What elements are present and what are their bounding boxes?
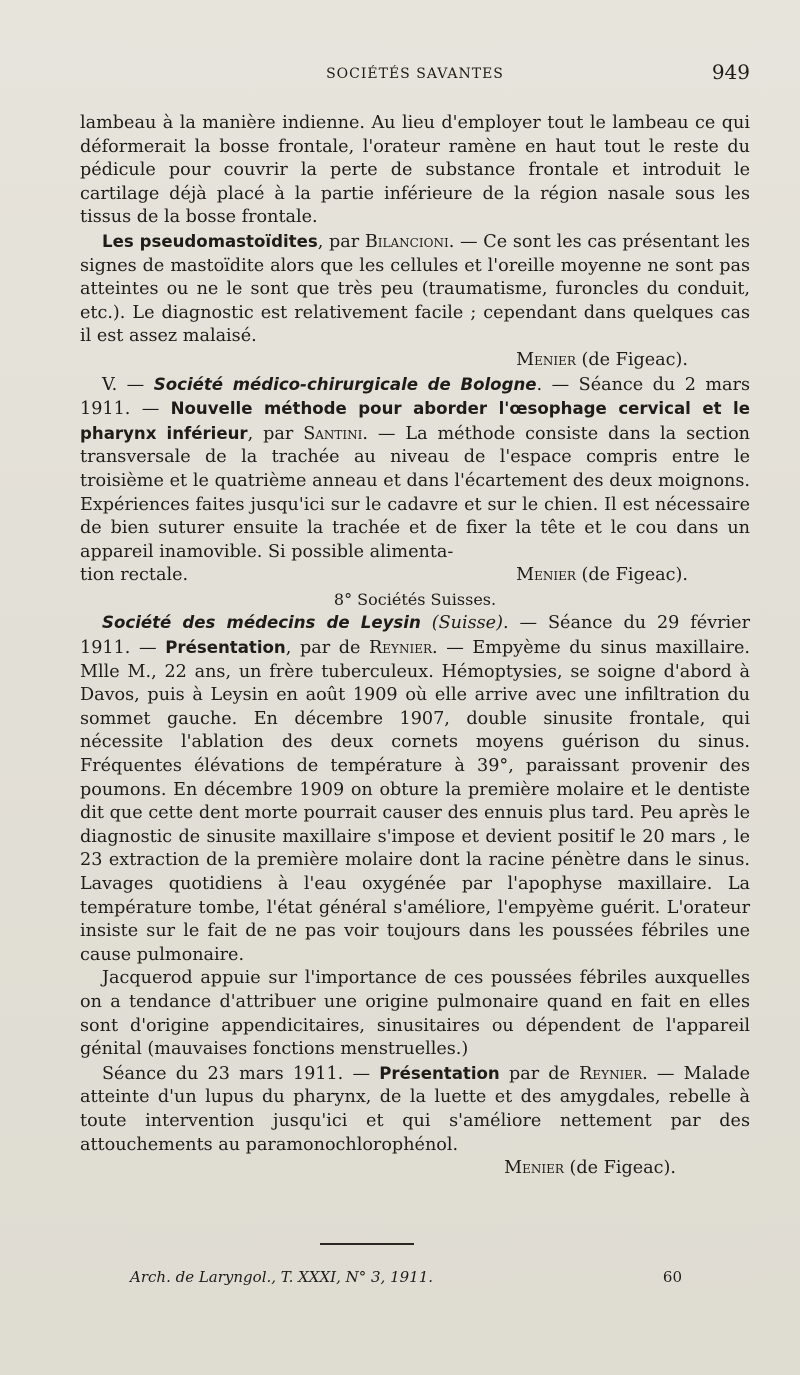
paragraph-jacquerod: Jacquerod appuie sur l'importance de ces poussées fébriles auxquelles on a tendance d'attribuer une origine pulmonaire quand en fait en elles sont d'origine appendicitaires, sinusitaires ou dépendent de l'appareil génital (mauvaises fonctions menstruelles.) bbox=[80, 968, 750, 1060]
paragraph-bologne bbox=[80, 373, 750, 565]
author-name: Santini bbox=[303, 423, 363, 444]
footer-divider bbox=[320, 1243, 414, 1245]
author-name: Reynier bbox=[579, 1063, 643, 1084]
society-name: Société médico-chirurgicale de Bologne bbox=[153, 374, 537, 394]
paragraph-pseudomastoidites bbox=[80, 230, 750, 349]
author-name: Bilancioni bbox=[364, 231, 449, 252]
by-text: , par de bbox=[285, 638, 370, 659]
section-heading: 8° Sociétés Suisses. bbox=[333, 589, 497, 609]
signature-place: (de Figeac). bbox=[575, 565, 688, 586]
article-title: Les pseudomastoïdites bbox=[102, 231, 318, 251]
paragraph-text: . — Empyème du sinus maxillaire. Mlle M., 22 ans, un frère tuberculeux. Hémoptysies, se soigne d'abord à Davos, puis à Leysin en août 1909 où elle arrive avec une infiltration du sommet gauche. En décembre 1907, double sinusite frontale, qui nécessite l'ablation des deux cornets moyens guérison du sinus. Fréquentes élévations de température à 39°, paraissant provenir des poumons. En décembre 1909 on obture la première molaire et le dentiste dit que cette dent morte pourrait causer des ennuis plus tard. Peu après le diagnostic de sinusite maxillaire s'impose et devient positif le 20 mars , le 23 extraction de la première molaire dont la racine pénètre dans le sinus. Lavages quotidiens à l'eau oxygénée par l'apophyse maxillaire. La température tombe, l'état général s'améliore, l'empyème guérit. L'orateur insiste sur le fait de ne pas voir toujours dans les poussées fébriles une cause pulmonaire. bbox=[80, 638, 750, 965]
sheet-number: 60 bbox=[662, 1268, 682, 1286]
paragraph-seance-23-mars bbox=[80, 1062, 750, 1157]
line-with-signature bbox=[80, 564, 750, 588]
article-title: Présentation bbox=[379, 1063, 500, 1083]
body-text bbox=[80, 112, 750, 1181]
page-footer bbox=[130, 1268, 682, 1286]
seance-text: . — Séance du 2 mars 1911. — bbox=[80, 374, 750, 420]
section-number: V. — bbox=[102, 374, 154, 395]
signature-name: Menier bbox=[504, 1158, 564, 1179]
page-number: 949 bbox=[711, 60, 750, 84]
by-text: , par bbox=[317, 231, 365, 252]
paragraph-continuation: lambeau à la manière indienne. Au lieu d'employer tout le lambeau ce qui déformerait la bosse frontale, l'orateur ramène en haut tout le reste du pédicule pour couvrir la perte de substance frontale et introduit le cartilage déjà placé à la partie inférieure de la région nasale sous les tissus de la bosse frontale. bbox=[80, 113, 750, 228]
journal-citation: Arch. de Laryngol., T. XXXI, N° 3, 1911. bbox=[130, 1268, 434, 1286]
society-country: (Suisse) bbox=[420, 613, 503, 634]
paragraph-text: . — Ce sont les cas présentant les signes de mastoïdite alors que les cellules et l'oreille moyenne ne sont pas atteintes ou ne le sont que très peu (traumatisme, furoncles du conduit, etc.). Le diagnostic est relativement facile ; cependant dans quelques cas il est assez malaisé. bbox=[80, 231, 750, 347]
article-title: Présentation bbox=[165, 638, 286, 658]
signature-name: Menier bbox=[516, 565, 576, 586]
running-title: SOCIÉTÉS SAVANTES bbox=[326, 66, 504, 82]
signature bbox=[516, 564, 750, 588]
author-name: Reynier bbox=[369, 638, 432, 659]
paragraph-text: . — Malade atteinte d'un lupus du pharynx, de la luette et des amygdales, rebelle à toute intervention jusqu'ici et qui s'améliore nettement par des attouchements au paramonochlorophénol. bbox=[80, 1063, 750, 1155]
signature bbox=[80, 1157, 750, 1181]
article-title: Nouvelle méthode pour aborder l'œsophage cervical et le pharynx inférieur bbox=[80, 399, 750, 443]
signature-name: Menier bbox=[516, 349, 576, 370]
signature bbox=[80, 349, 750, 373]
by-text: , par bbox=[247, 423, 304, 444]
paragraph-leysin bbox=[80, 611, 750, 967]
page-header bbox=[80, 60, 750, 90]
paragraph-last-line: tion rectale. bbox=[80, 565, 189, 586]
paragraph-text: . — La méthode consiste dans la section transversale de la trachée au niveau de l'espace compris entre le troisième et le quatrième anneau et dans l'écartement des deux moignons. Expériences faites jusqu'ici sur le cadavre et sur le chien. Il est nécessaire de bien suturer ensuite la trachée et de fixer la tête et le cou dans un appareil inamovible. Si possible alimenta- bbox=[80, 423, 750, 562]
signature-place: (de Figeac). bbox=[575, 349, 688, 370]
society-name: Société des médecins de Leysin bbox=[102, 613, 421, 633]
signature-place: (de Figeac). bbox=[563, 1158, 676, 1179]
seance-text: . — Séance du 29 février 1911. — bbox=[80, 613, 751, 659]
by-text: par de bbox=[499, 1063, 580, 1084]
seance-text: Séance du 23 mars 1911. — bbox=[102, 1063, 380, 1084]
